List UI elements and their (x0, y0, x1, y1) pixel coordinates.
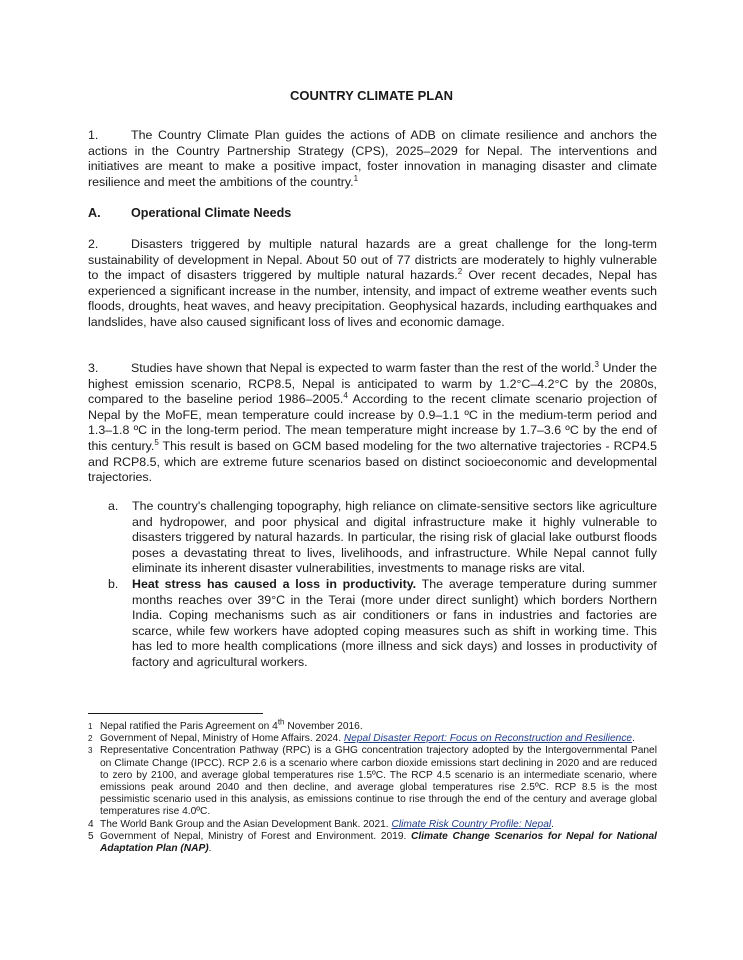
footnote-text: . (551, 818, 554, 830)
footnotes (88, 717, 657, 855)
footnote-mark: 5 (88, 830, 94, 842)
paragraph-number: 2. (88, 237, 99, 251)
footnote-separator (88, 713, 263, 714)
paragraph-text: Studies have shown that Nepal is expected to warm faster than the rest of the world. (131, 361, 595, 375)
paragraph-1 (88, 128, 657, 190)
section-letter: A. (88, 206, 101, 220)
section-title: Operational Climate Needs (131, 206, 292, 220)
footnote-ref-3[interactable]: 3 (594, 359, 599, 369)
list-bold-lead: Heat stress has caused a loss in productivity. (132, 576, 417, 591)
list-marker: b. (108, 576, 119, 591)
footnote-italic-title: Climate Change Scenarios for Nepal for National Adaptation Plan (NAP) (100, 830, 657, 855)
footnote-ref-1[interactable]: 1 (353, 173, 359, 183)
footnote-mark: 2 (88, 734, 93, 744)
list-item-a (108, 499, 657, 577)
list-item-b (108, 577, 657, 671)
paragraph-2 (88, 237, 657, 331)
footnote-mark: 4 (88, 818, 94, 830)
footnote-link[interactable]: Climate Risk Country Profile: Nepal (391, 818, 552, 830)
footnote-superscript: th (277, 717, 285, 727)
page-title: COUNTRY CLIMATE PLAN (290, 88, 453, 103)
paragraph-3 (88, 361, 657, 486)
footnote-text: Government of Nepal, Ministry of Home Affairs. 2024. (100, 733, 344, 745)
paragraph-text: This result is based on GCM based modeling for the two alternative trajectories - RCP4.5 and RCP8.5, which are extreme future scenarios based on distinct socioeconomic and developmental trajectories. (88, 438, 657, 485)
footnote-5 (88, 831, 657, 855)
footnote-4 (88, 819, 657, 831)
paragraph-text: Under the highest emission scenario, RCP8.5, Nepal is anticipated to warm by 1.2°C–4.2°C by the 2080s, compared to the baseline period 1986–2005. (88, 361, 657, 407)
footnote-ref-4[interactable]: 4 (343, 391, 348, 401)
footnote-mark: 3 (88, 746, 93, 756)
footnote-text: . (632, 733, 635, 745)
section-heading-a (88, 206, 291, 220)
footnote-text: Government of Nepal, Ministry of Forest and Environment. 2019. (100, 830, 412, 842)
list-text: The average temperature during summer months reaches over 39°C in the Terai (more under direct sunlight) which borders Northern India. Coping mechanisms such as air conditioners or fans in industries and factories are scarce, while few workers have adopted coping measures such as shift in working time. This has led to more health complications (more illness and sick days) and losses in productivity of factory and agricultural workers. (132, 576, 657, 669)
list-text: The country's challenging topography, high reliance on climate-sensitive sectors like agriculture and hydropower, and poor physical and digital infrastructure make it highly vulnerable to disasters triggered by natural hazards. In particular, the rising risk of glacial lake outburst floods poses a devastating threat to lives, livelihoods, and infrastructure. While Nepal cannot fully eliminate its inherent disaster vulnerabilities, investments to manage risks are vital. (132, 499, 657, 576)
footnote-ref-5[interactable]: 5 (154, 437, 159, 447)
footnote-text: . (208, 843, 212, 855)
paragraph-number: 1. (88, 128, 99, 142)
paragraph-text: Over recent decades, Nepal has experienced a significant increase in the number, intensity, and impact of extreme weather events such floods, droughts, heat waves, and heavy precipitation. Geophysical hazards, including earthquakes and landslides, have also caused significant loss of lives and economic damage. (88, 268, 658, 329)
footnote-2 (88, 733, 657, 745)
footnote-text: November 2016. (284, 721, 363, 732)
footnote-3 (88, 745, 657, 818)
paragraph-text: The Country Climate Plan guides the actions of ADB on climate resilience and anchors the actions in the Country Partnership Strategy (CPS), 2025–2029 for Nepal. The interventions and initiatives are meant to make a positive impact, foster innovation in managing disaster and climate resilience and meet the ambitions of the country. (88, 128, 657, 189)
footnote-text: The World Bank Group and the Asian Development Bank. 2021. (100, 818, 392, 830)
paragraph-text: Disasters triggered by multiple natural hazards are a great challenge for the long-term sustainability of development in Nepal. About 50 out of 77 districts are moderately to highly vulnerable to the impact of disasters triggered by multiple natural hazards. (88, 237, 657, 283)
list-marker: a. (108, 499, 119, 513)
sub-list (108, 499, 657, 671)
footnote-link[interactable]: Nepal Disaster Report: Focus on Reconstruction and Resilience (343, 733, 633, 745)
footnote-text: Nepal ratified the Paris Agreement on 4 (100, 721, 278, 732)
footnote-text: Representative Concentration Pathway (RPC) is a GHG concentration trajectory adopted by the Intergovernmental Panel on Climate Change (IPCC). RCP 2.6 is a scenario where carbon dioxide emissions start declining in 2020 and are reduced to zero by 2100, and average global temperatures rise 1.5ºC. The RCP 4.5 scenario is an intermediate scenario, where emissions peak around 2040 and then decline, and average global temperatures rise 2.5ºC. RCP 8.5 is the most pessimistic scenario used in this analysis, as emissions continue to rise through the end of the century and average global temperatures rise 4.0ºC. (100, 745, 657, 818)
footnote-ref-2[interactable]: 2 (457, 267, 463, 277)
paragraph-number: 3. (88, 361, 99, 375)
paragraph-text: According to the recent climate scenario projection of Nepal by the MoFE, mean temperature could increase by 0.9–1.1 ºC in the medium-term period and 1.3–1.8 ºC in the long-term period. The mean temperature might increase by 1.7–3.6 ºC by the end of this century. (88, 392, 658, 453)
footnote-mark: 1 (88, 722, 93, 731)
footnote-1 (88, 717, 657, 733)
